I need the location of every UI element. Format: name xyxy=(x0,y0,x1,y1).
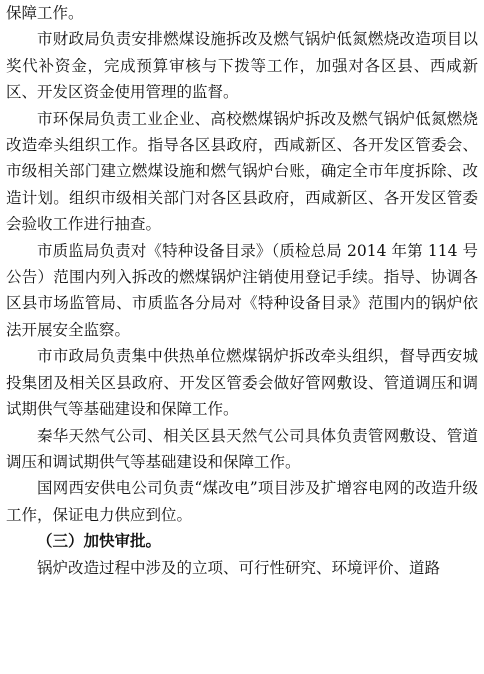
paragraph-municipal-bureau: 市市政局负责集中供热单位燃煤锅炉拆改牵头组织，督导西安城投集团及相关区县政府、开发区管委会做好管网敷设、管道调压和调试期供气等基础建设和保障工作。 xyxy=(6,347,478,419)
paragraph-finance-bureau: 市财政局负责安排燃煤设施拆改及燃气锅炉低氮燃烧改造项目以奖代补资金，完成预算审核与下拨等工作，加强对各区县、西咸新区、开发区资金使用管理的监督。 xyxy=(6,30,478,102)
paragraph-quality-bureau: 市质监局负责对《特种设备目录》（质检总局 2014 年第 114 号公告）范围内列入拆改的燃煤锅炉注销使用登记手续。指导、协调各区县市场监管局、市质监各分局对《特种设备目录》范围内的锅炉依法开展安全监察。 xyxy=(6,241,478,339)
paragraph-environmental-bureau: 市环保局负责工业企业、高校燃煤锅炉拆改及燃气锅炉低氮燃烧改造牵头组织工作。指导各区县政府，西咸新区、各开发区管委会、市级相关部门建立燃煤设施和燃气锅炉台账，确定全市年度拆除、改造计划。组织市级相关部门对各区县政府，西咸新区、各开发区管委会验收工作进行抽查。 xyxy=(6,109,478,234)
paragraph-power-company: 国网西安供电公司负责“煤改电”项目涉及扩增容电网的改造升级工作，保证电力供应到位。 xyxy=(6,479,478,524)
paragraph-gas-company: 秦华天然气公司、相关区县天然气公司具体负责管网敷设、管道调压和调试期供气等基础建设和保障工作。 xyxy=(6,426,478,471)
paragraph-approval-process: 锅炉改造过程中涉及的立项、可行性研究、环境评价、道路 xyxy=(37,558,441,577)
section-heading-approval: （三）加快审批。 xyxy=(37,532,162,551)
paragraph-continuation: 保障工作。 xyxy=(6,4,84,22)
